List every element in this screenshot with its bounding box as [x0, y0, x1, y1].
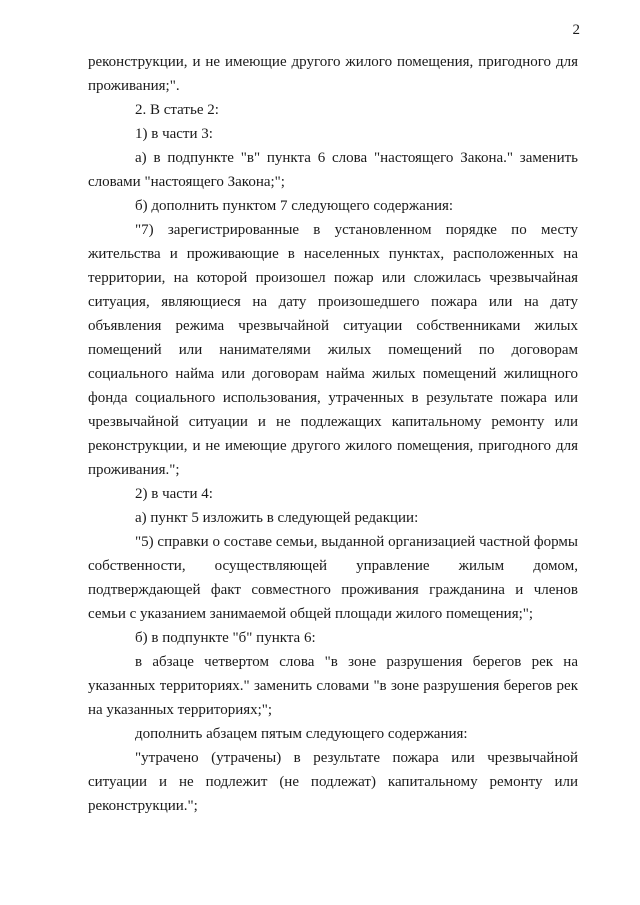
paragraph-point-5-text: "5) справки о составе семьи, выданной организацией частной формы собственности, осуществляющей управление жилым домом, подтверждающей факт совместного проживания гражданина и членов семьи с указанием занимаемой общей площади жилого помещения;"; [88, 534, 578, 622]
paragraph-part-4: 2) в части 4: [135, 486, 213, 502]
paragraph-article-2: 2. В статье 2: [135, 102, 219, 118]
document-body [88, 50, 578, 818]
paragraph-continuation: реконструкции, и не имеющие другого жилого помещения, пригодного для проживания;". [88, 54, 578, 94]
paragraph-subpoint-b: б) в подпункте "б" пункта 6: [135, 630, 316, 646]
paragraph-abzac-5-text: "утрачено (утрачены) в результате пожара или чрезвычайной ситуации и не подлежит (не подлежат) капитальному ремонту или реконструкции."; [88, 750, 578, 814]
paragraph-subitem-a: а) в подпункте "в" пункта 6 слова "настоящего Закона." заменить словами "настоящего Закона;"; [88, 150, 578, 190]
paragraph-abzac-4: в абзаце четвертом слова "в зоне разрушения берегов рек на указанных территориях." заменить словами "в зоне разрушения берегов рек на указанных территориях;"; [88, 654, 578, 718]
paragraph-add-abzac-5: дополнить абзацем пятым следующего содержания: [135, 726, 468, 742]
paragraph-part-3: 1) в части 3: [135, 126, 213, 142]
paragraph-point-5-edit: а) пункт 5 изложить в следующей редакции: [135, 510, 419, 526]
page-number: 2 [572, 22, 580, 38]
paragraph-subitem-b: б) дополнить пунктом 7 следующего содержания: [135, 198, 454, 214]
paragraph-item-7: "7) зарегистрированные в установленном порядке по месту жительства и проживающие в населенных пунктах, расположенных на территории, на которой произошел пожар или сложилась чрезвычайная ситуация, являющиеся на дату произошедшего пожара или на дату объявления режима чрезвычайной ситуации собственниками жилых помещений или нанимателями жилых помещений по договорам социального найма или договорам найма жилых помещений жилищного фонда социального использования, утраченных в результате пожара или чрезвычайной ситуации и не подлежащих капитальному ремонту или реконструкции, и не имеющие другого жилого помещения, пригодного для проживания."; [88, 222, 578, 478]
